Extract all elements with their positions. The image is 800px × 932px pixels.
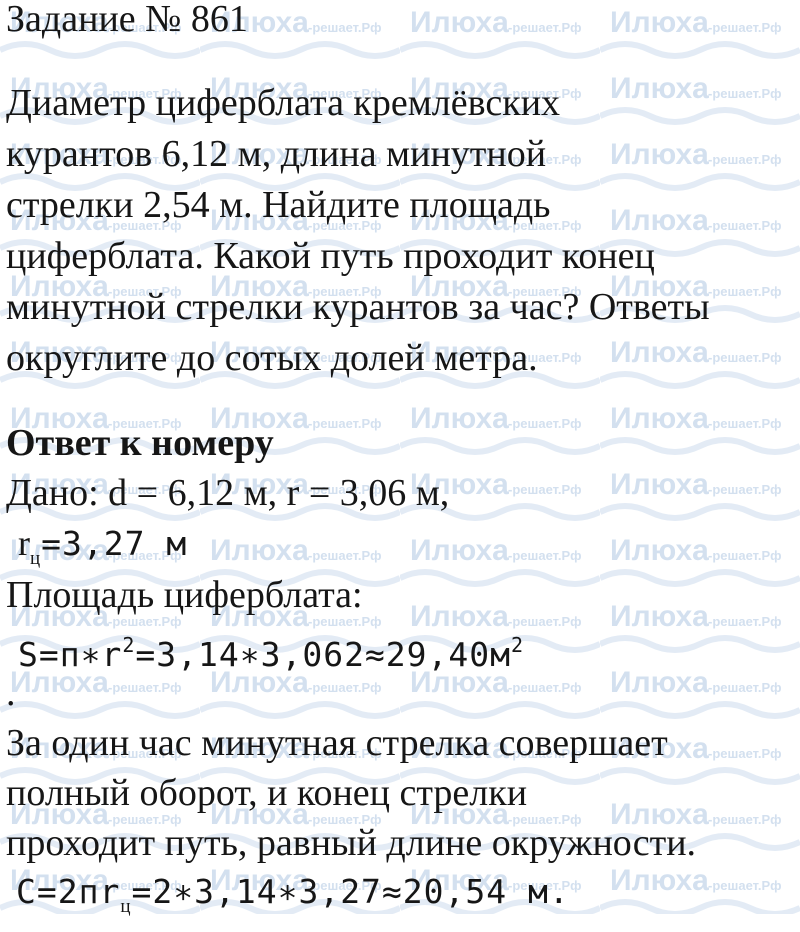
task-line: курантов 6,12 м, длина минутной <box>6 133 547 175</box>
explanation-line: проходит путь, равный длине окружности. <box>6 822 697 864</box>
area-label: Площадь циферблата: <box>6 574 363 616</box>
formula-superscript: 2 <box>122 633 136 657</box>
task-line: Диаметр циферблата кремлёвских <box>6 82 561 124</box>
task-line: циферблата. Какой путь проходит конец <box>6 235 655 277</box>
formula-subscript: ц <box>30 548 42 569</box>
explanation-line: полный оборот, и конец стрелки <box>6 772 528 814</box>
formula-superscript: 2 <box>511 633 525 657</box>
area-formula <box>18 620 524 680</box>
task-line: округлите до сотых долей метра. <box>6 337 538 379</box>
given-line: Дано: d = 6,12 м, r = 3,06 м, <box>6 472 450 514</box>
formula-rest: =3,27 м <box>41 524 188 563</box>
formula-subscript: ц <box>120 896 132 917</box>
formula-part: =2∗3,14∗3,27≈20,54 м. <box>131 872 570 911</box>
formula-symbol: r <box>18 523 30 563</box>
answer-heading: Ответ к номеру <box>6 422 274 464</box>
task-line: минутной стрелки курантов за час? Ответы <box>6 286 710 328</box>
formula-part: =3,14∗3,062≈29,40м <box>135 635 512 674</box>
task-title: Задание № 861 <box>6 0 248 40</box>
circumference-formula <box>16 866 570 932</box>
task-line: стрелки 2,54 м. Найдите площадь <box>6 184 551 226</box>
task-text <box>6 78 710 384</box>
explanation-line: За один час минутная стрелка совершает <box>6 722 668 764</box>
formula-part: S=п∗r <box>18 635 123 674</box>
formula-part: C=2пr <box>16 872 121 911</box>
period: . <box>6 672 16 714</box>
